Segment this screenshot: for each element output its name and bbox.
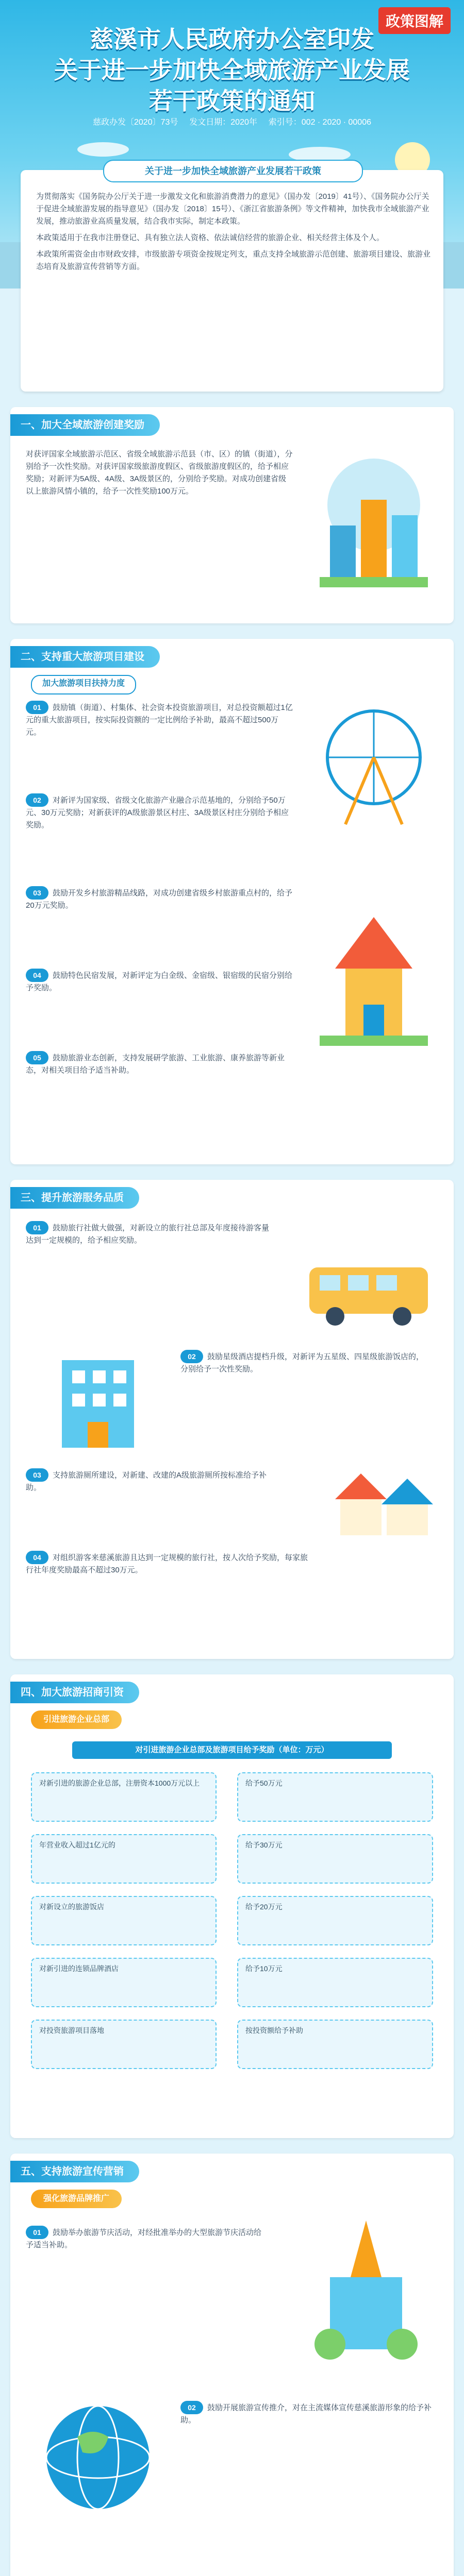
table-row: 按投资额给予补助 [237,2020,433,2069]
table-row: 对新引进的旅游企业总部，注册资本1000万元以上 [31,1772,217,1822]
table-row: 给予30万元 [237,1834,433,1884]
title-line-2: 关于进一步加快全域旅游产业发展 [54,56,410,84]
globe-icon [31,2391,165,2535]
list-item: 04 鼓励特色民宿发展，对新评定为白金级、金宿级、银宿级的民宿分别给予奖励。 [26,969,294,994]
table-row: 给予20万元 [237,1896,433,1945]
policy-badge: 政策图解 [378,7,451,34]
table-row: 给予50万元 [237,1772,433,1822]
tourism-city-illustration [309,443,438,598]
table-row: 给予10万元 [237,1958,433,2007]
list-item: 02 鼓励星级酒店提档升级，对新评为五星级、四星级旅游饭店的，分别给予一次性奖励。 [180,1350,428,1376]
document-meta [93,115,371,127]
houses-illustration [325,1458,438,1546]
list-item: 05 鼓励旅游业态创新，支持发展研学旅游、工业旅游、康养旅游等新业态，对相关项目给予适当补助。 [26,1051,294,1077]
table-title: 对引进旅游企业总部及旅游项目给予奖励（单位：万元） [72,1741,392,1759]
section-3-heading: 三、提升旅游服务品质 [10,1187,139,1209]
list-item: 01 鼓励举办旅游节庆活动，对经批准举办的大型旅游节庆活动给予适当补助。 [26,2226,268,2251]
tour-bus-icon [299,1221,438,1340]
list-item: 03 鼓励开发乡村旅游精品线路，对成功创建省级乡村旅游重点村的，给予20万元奖励。 [26,886,294,912]
intro-paragraph: 本政策适用于在我市注册登记、具有独立法人资格、依法诚信经营的旅游企业、相关经营主体及个人。 [36,233,385,242]
table-row: 对投资旅游项目落地 [31,2020,217,2069]
doc-date: 发文日期：2020年 [189,118,257,127]
section-1 [10,407,454,623]
table-row: 对新引进的连锁品牌酒店 [31,1958,217,2007]
list-item: 02 鼓励开展旅游宣传推介，对在主流媒体宣传慈溪旅游形象的给予补助。 [180,2401,433,2427]
list-item: 01 鼓励旅行社做大做强，对新设立的旅行社总部及年度接待游客量达到一定规模的，给予相应奖励。 [26,1221,273,1247]
list-item: 04 对组织游客来慈溪旅游且达到一定规模的旅行社，按人次给予奖励，每家旅行社年度奖励最高不超过30万元。 [26,1551,314,1577]
ferris-wheel-icon [309,701,438,835]
section-4 [10,1674,454,2138]
doc-number: 慈政办发〔2020〕73号 [93,118,178,127]
title-line-1: 慈溪市人民政府办公室印发 [90,25,374,53]
title-line-3: 若干政策的通知 [149,87,315,115]
section-5-subheading: 强化旅游品牌推广 [31,2190,122,2208]
list-item: 02 对新评为国家级、省级文化旅游产业融合示范基地的，分别给予50万元、30万元奖励；对新获评的A级旅游景区村庄、3A级景区村庄分别给予相应奖励。 [26,793,294,832]
table-row: 对新设立的旅游饭店 [31,1896,217,1945]
section-2 [10,639,454,1164]
intro-paragraph: 本政策所需资金由市财政安排，市级旅游专项资金按规定列支，重点支持全域旅游示范创建、旅游项目建设、旅游业态培育及旅游宣传营销等方面。 [36,250,431,271]
travel-landmarks-illustration [299,2215,433,2370]
section-5-heading: 五、支持旅游宣传营销 [10,2161,139,2182]
section-5 [10,2154,454,2576]
section-4-heading: 四、加大旅游招商引资 [10,1682,139,1703]
section-1-heading: 一、加大全域旅游创建奖励 [10,414,160,436]
section-1-body: 对获评国家全域旅游示范区、省级全域旅游示范县（市、区）的镇（街道），分别给予一次性奖励。对获评国家级旅游度假区、省级旅游度假区的，给予相应奖励；对新评为5A级、4A级、3A级景区的，分别给予奖励。对成功创建省级以上旅游风情小镇的，给予一次性奖励100万元。 [26,450,293,496]
landmark-illustration [309,907,438,1061]
section-2-heading: 二、支持重大旅游项目建设 [10,646,160,668]
list-item: 03 支持旅游厕所建设，对新建、改建的A级旅游厕所按标准给予补助。 [26,1468,273,1494]
intro-paragraph: 为贯彻落实《国务院办公厅关于进一步激发文化和旅游消费潜力的意见》（国办发〔2019〕41号）、《国务院办公厅关于促进全域旅游发展的指导意见》（国办发〔2018〕15号）、《浙江省旅游条例》等文件精神，加快我市全域旅游产业发展，推动旅游业高质量发展，结合我市实际，制定本政策。 [36,192,429,226]
section-3 [10,1180,454,1659]
table-row: 年营业收入超过1亿元的 [31,1834,217,1884]
list-item: 01 鼓励镇（街道）、村集体、社会资本投资旅游项目，对总投资额超过1亿元的重大旅游项目，按实际投资额的一定比例给予补助，最高不超过500万元。 [26,701,294,739]
hotel-building-icon [31,1345,165,1458]
section-4-subheading: 引进旅游企业总部 [31,1710,122,1729]
intro-title: 关于进一步加快全域旅游产业发展若干政策 [103,160,363,182]
doc-index: 索引号：002 · 2020 · 00006 [268,118,371,127]
intro-list [36,191,433,277]
section-2-subheading: 加大旅游项目扶持力度 [31,675,136,694]
